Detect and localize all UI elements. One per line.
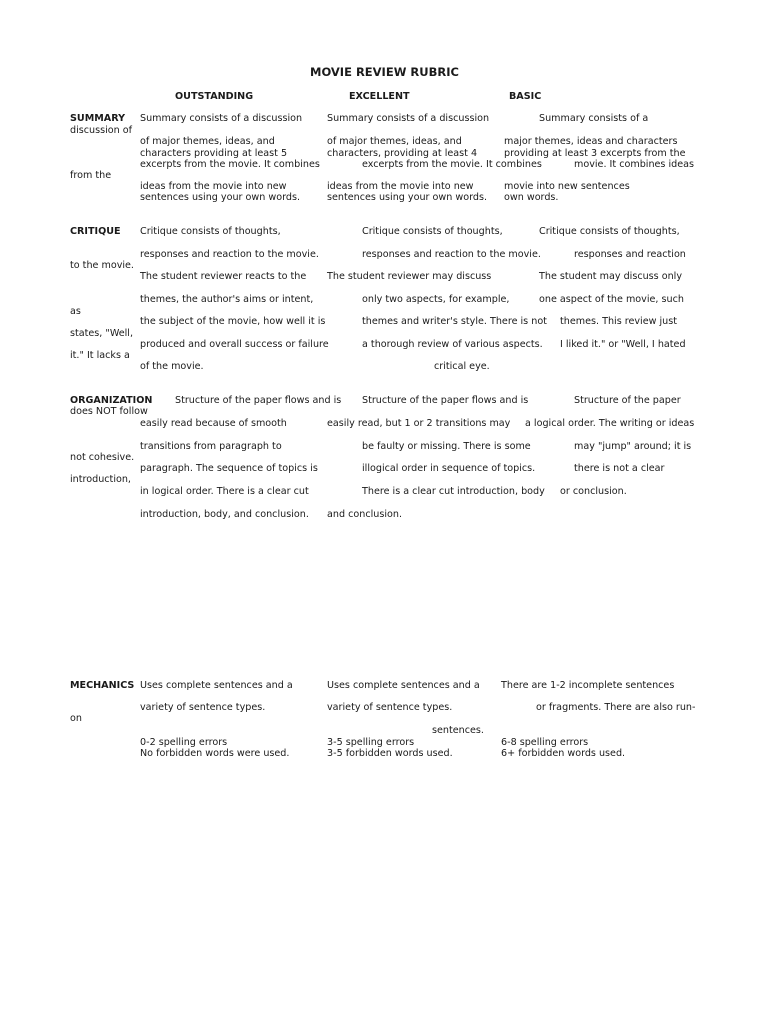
critique-outstanding-line: the subject of the movie, how well it is [140, 316, 326, 327]
organization-outstanding-line: introduction, body, and conclusion. [140, 509, 309, 520]
column-header-outstanding: OUTSTANDING [175, 91, 254, 102]
critique-outstanding-line: produced and overall success or failure [140, 339, 329, 350]
organization-basic-line: there is not a clear [574, 463, 665, 474]
critique-outstanding-line: The student reviewer reacts to the [140, 271, 307, 282]
critique-excellent-line: The student reviewer may discuss [327, 271, 492, 282]
critique-excellent-line: responses and reaction to the movie. [362, 249, 541, 260]
organization-basic-line: Structure of the paper [574, 395, 681, 406]
summary-excellent-line: characters, providing at least 4 [327, 148, 478, 159]
mechanics-basic-line: or fragments. There are also run- [536, 702, 696, 713]
mechanics-outstanding-line: variety of sentence types. [140, 702, 266, 713]
organization-excellent-line: illogical order in sequence of topics. [362, 463, 536, 474]
critique-left-text: as [70, 306, 81, 317]
organization-basic-line: or conclusion. [560, 486, 627, 497]
summary-outstanding-line: ideas from the movie into new [140, 181, 287, 192]
summary-basic-line: movie into new sentences [504, 181, 630, 192]
mechanics-excellent-line: 3-5 spelling errors [327, 737, 415, 748]
summary-label: SUMMARY [70, 113, 126, 124]
mechanics-excellent-line: variety of sentence types. [327, 702, 453, 713]
organization-outstanding-line: easily read because of smooth [140, 418, 287, 429]
organization-left-text: introduction, [70, 474, 131, 485]
mechanics-left-text: on [70, 713, 82, 724]
critique-outstanding-line: Critique consists of thoughts, [140, 226, 281, 237]
mechanics-excellent-line: Uses complete sentences and a [327, 680, 480, 691]
organization-basic-line: may "jump" around; it is [574, 441, 692, 452]
summary-outstanding-line: excerpts from the movie. It combines [140, 159, 320, 170]
critique-basic-line: one aspect of the movie, such [539, 294, 684, 305]
summary-basic-line: Summary consists of a [539, 113, 649, 124]
summary-left-text: from the [70, 170, 112, 181]
organization-outstanding-line: transitions from paragraph to [140, 441, 282, 452]
critique-outstanding-line: themes, the author's aims or intent, [140, 294, 314, 305]
organization-excellent-line: and conclusion. [327, 509, 403, 520]
column-header-excellent: EXCELLENT [349, 91, 410, 102]
page-title: MOVIE REVIEW RUBRIC [310, 65, 459, 79]
mechanics-basic-line: sentences. [432, 725, 484, 736]
critique-basic-line: responses and reaction [574, 249, 686, 260]
summary-outstanding-line: sentences using your own words. [140, 192, 301, 203]
summary-basic-line: major themes, ideas and characters [504, 136, 678, 147]
mechanics-basic-line: 6+ forbidden words used. [501, 748, 626, 759]
organization-excellent-line: easily read, but 1 or 2 transitions may [327, 418, 511, 429]
critique-excellent-line: themes and writer's style. There is not [362, 316, 547, 327]
summary-outstanding-line: of major themes, ideas, and [140, 136, 275, 147]
summary-outstanding-line: Summary consists of a discussion [140, 113, 303, 124]
critique-basic-line: themes. This review just [560, 316, 678, 327]
mechanics-outstanding-line: Uses complete sentences and a [140, 680, 293, 691]
organization-excellent-line: There is a clear cut introduction, body [362, 486, 545, 497]
critique-outstanding-line: responses and reaction to the movie. [140, 249, 319, 260]
organization-basic-line: a logical order. The writing or ideas [525, 418, 695, 429]
summary-excellent-line: sentences using your own words. [327, 192, 488, 203]
critique-label: CRITIQUE [70, 226, 121, 237]
organization-outstanding-line: Structure of the paper flows and is [175, 395, 342, 406]
critique-basic-line: Critique consists of thoughts, [539, 226, 680, 237]
critique-left-text: it." It lacks a [70, 350, 130, 361]
summary-basic-line: movie. It combines ideas [574, 159, 695, 170]
summary-excellent-line: excerpts from the movie. It combines [362, 159, 542, 170]
organization-left-text: not cohesive. [70, 452, 135, 463]
summary-left-text: discussion of [70, 125, 133, 136]
column-header-basic: BASIC [509, 91, 542, 102]
organization-excellent-line: Structure of the paper flows and is [362, 395, 529, 406]
critique-excellent-line: only two aspects, for example, [362, 294, 510, 305]
mechanics-basic-line: 6-8 spelling errors [501, 737, 589, 748]
mechanics-basic-line: There are 1-2 incomplete sentences [501, 680, 675, 691]
critique-basic-line: I liked it." or "Well, I hated [560, 339, 686, 350]
critique-left-text: states, "Well, [70, 328, 134, 339]
summary-outstanding-line: characters providing at least 5 [140, 148, 288, 159]
summary-excellent-line: Summary consists of a discussion [327, 113, 490, 124]
summary-excellent-line: of major themes, ideas, and [327, 136, 462, 147]
organization-label: ORGANIZATION [70, 395, 153, 406]
critique-outstanding-line: of the movie. [140, 361, 204, 372]
organization-outstanding-line: paragraph. The sequence of topics is [140, 463, 318, 474]
organization-excellent-line: be faulty or missing. There is some [362, 441, 531, 452]
summary-basic-line: own words. [504, 192, 559, 203]
organization-outstanding-line: in logical order. There is a clear cut [140, 486, 309, 497]
critique-basic-line: The student may discuss only [539, 271, 683, 282]
critique-excellent-line: a thorough review of various aspects. [362, 339, 543, 350]
mechanics-outstanding-line: 0-2 spelling errors [140, 737, 228, 748]
summary-basic-line: providing at least 3 excerpts from the [504, 148, 686, 159]
mechanics-excellent-line: 3-5 forbidden words used. [327, 748, 453, 759]
critique-excellent-line: critical eye. [434, 361, 490, 372]
critique-excellent-line: Critique consists of thoughts, [362, 226, 503, 237]
mechanics-label: MECHANICS [70, 680, 135, 691]
organization-left-text: does NOT follow [70, 406, 148, 417]
summary-excellent-line: ideas from the movie into new [327, 181, 474, 192]
mechanics-outstanding-line: No forbidden words were used. [140, 748, 290, 759]
critique-left-text: to the movie. [70, 260, 134, 271]
